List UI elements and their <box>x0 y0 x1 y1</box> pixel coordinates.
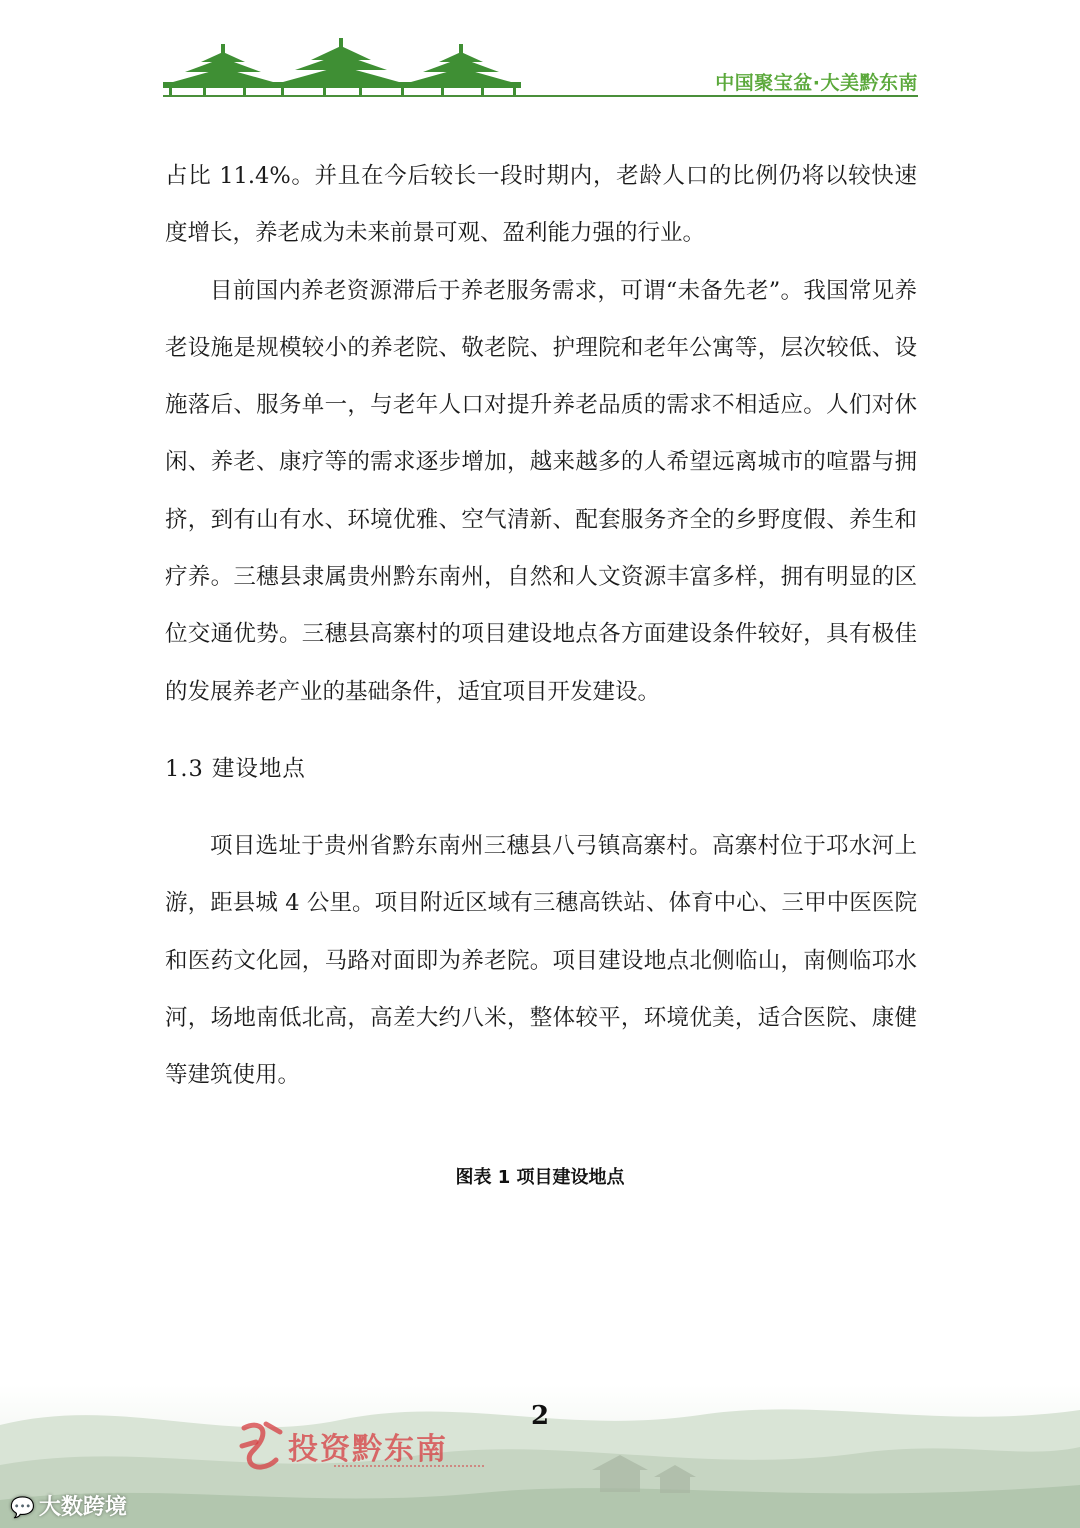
paragraph: 项目选址于贵州省黔东南州三穗县八弓镇高寨村。高寨村位于邛水河上游，距县城 4 公里。项目附近区域有三穗高铁站、体育中心、三甲中医医院和医药文化园，马路对面即为养老院。项目建设地点北侧临山，南侧临邛水河，场地南低北高，高差大约八米，整体较平，环境优美，适合医院、康健等建筑使用。 <box>165 832 917 1089</box>
watermark <box>10 1490 127 1521</box>
logo-text: 投资黔东南 <box>288 1432 448 1467</box>
footer-logo <box>236 1418 516 1478</box>
logo-tagline-line <box>334 1465 484 1469</box>
section-heading: 1.3 建设地点 <box>165 755 306 782</box>
paragraph: 目前国内养老资源滞后于养老服务需求，可谓“未备先老”。我国常见养老设施是规模较小的养老院、敬老院、护理院和老年公寓等，层次较低、设施落后、服务单一，与老年人口对提升养老品质的需求不相适应。人们对休闲、养老、康疗等的需求逐步增加，越来越多的人希望远离城市的喧嚣与拥挤，到有山有水、环境优雅、空气清新、配套服务齐全的乡野度假、养生和疗养。三穗县隶属贵州黔东南州，自然和人文资源丰富多样，拥有明显的区位交通优势。三穗县高寨村的项目建设地点各方面建设条件较好，具有极佳的发展养老产业的基础条件，适宜项目开发建设。 <box>165 277 917 705</box>
document-body <box>165 148 917 1104</box>
header-title: 中国聚宝盆·大美黔东南 <box>715 72 918 94</box>
figure-caption: 图表 1 项目建设地点 <box>455 1167 625 1188</box>
watermark-text: 大数跨境 <box>38 1495 127 1520</box>
paragraph: 占比 11.4%。并且在今后较长一段时期内，老龄人口的比例仍将以较快速度增长，养老成为未来前景可观、盈利能力强的行业。 <box>165 163 917 247</box>
page-header <box>163 38 918 100</box>
pavilion-roof-icon <box>163 38 523 98</box>
header-rule <box>163 95 918 97</box>
calligraphy-logo-icon <box>236 1418 286 1474</box>
speech-bubble-icon: 💬 <box>10 1495 35 1519</box>
page-number: 2 <box>530 1401 550 1431</box>
